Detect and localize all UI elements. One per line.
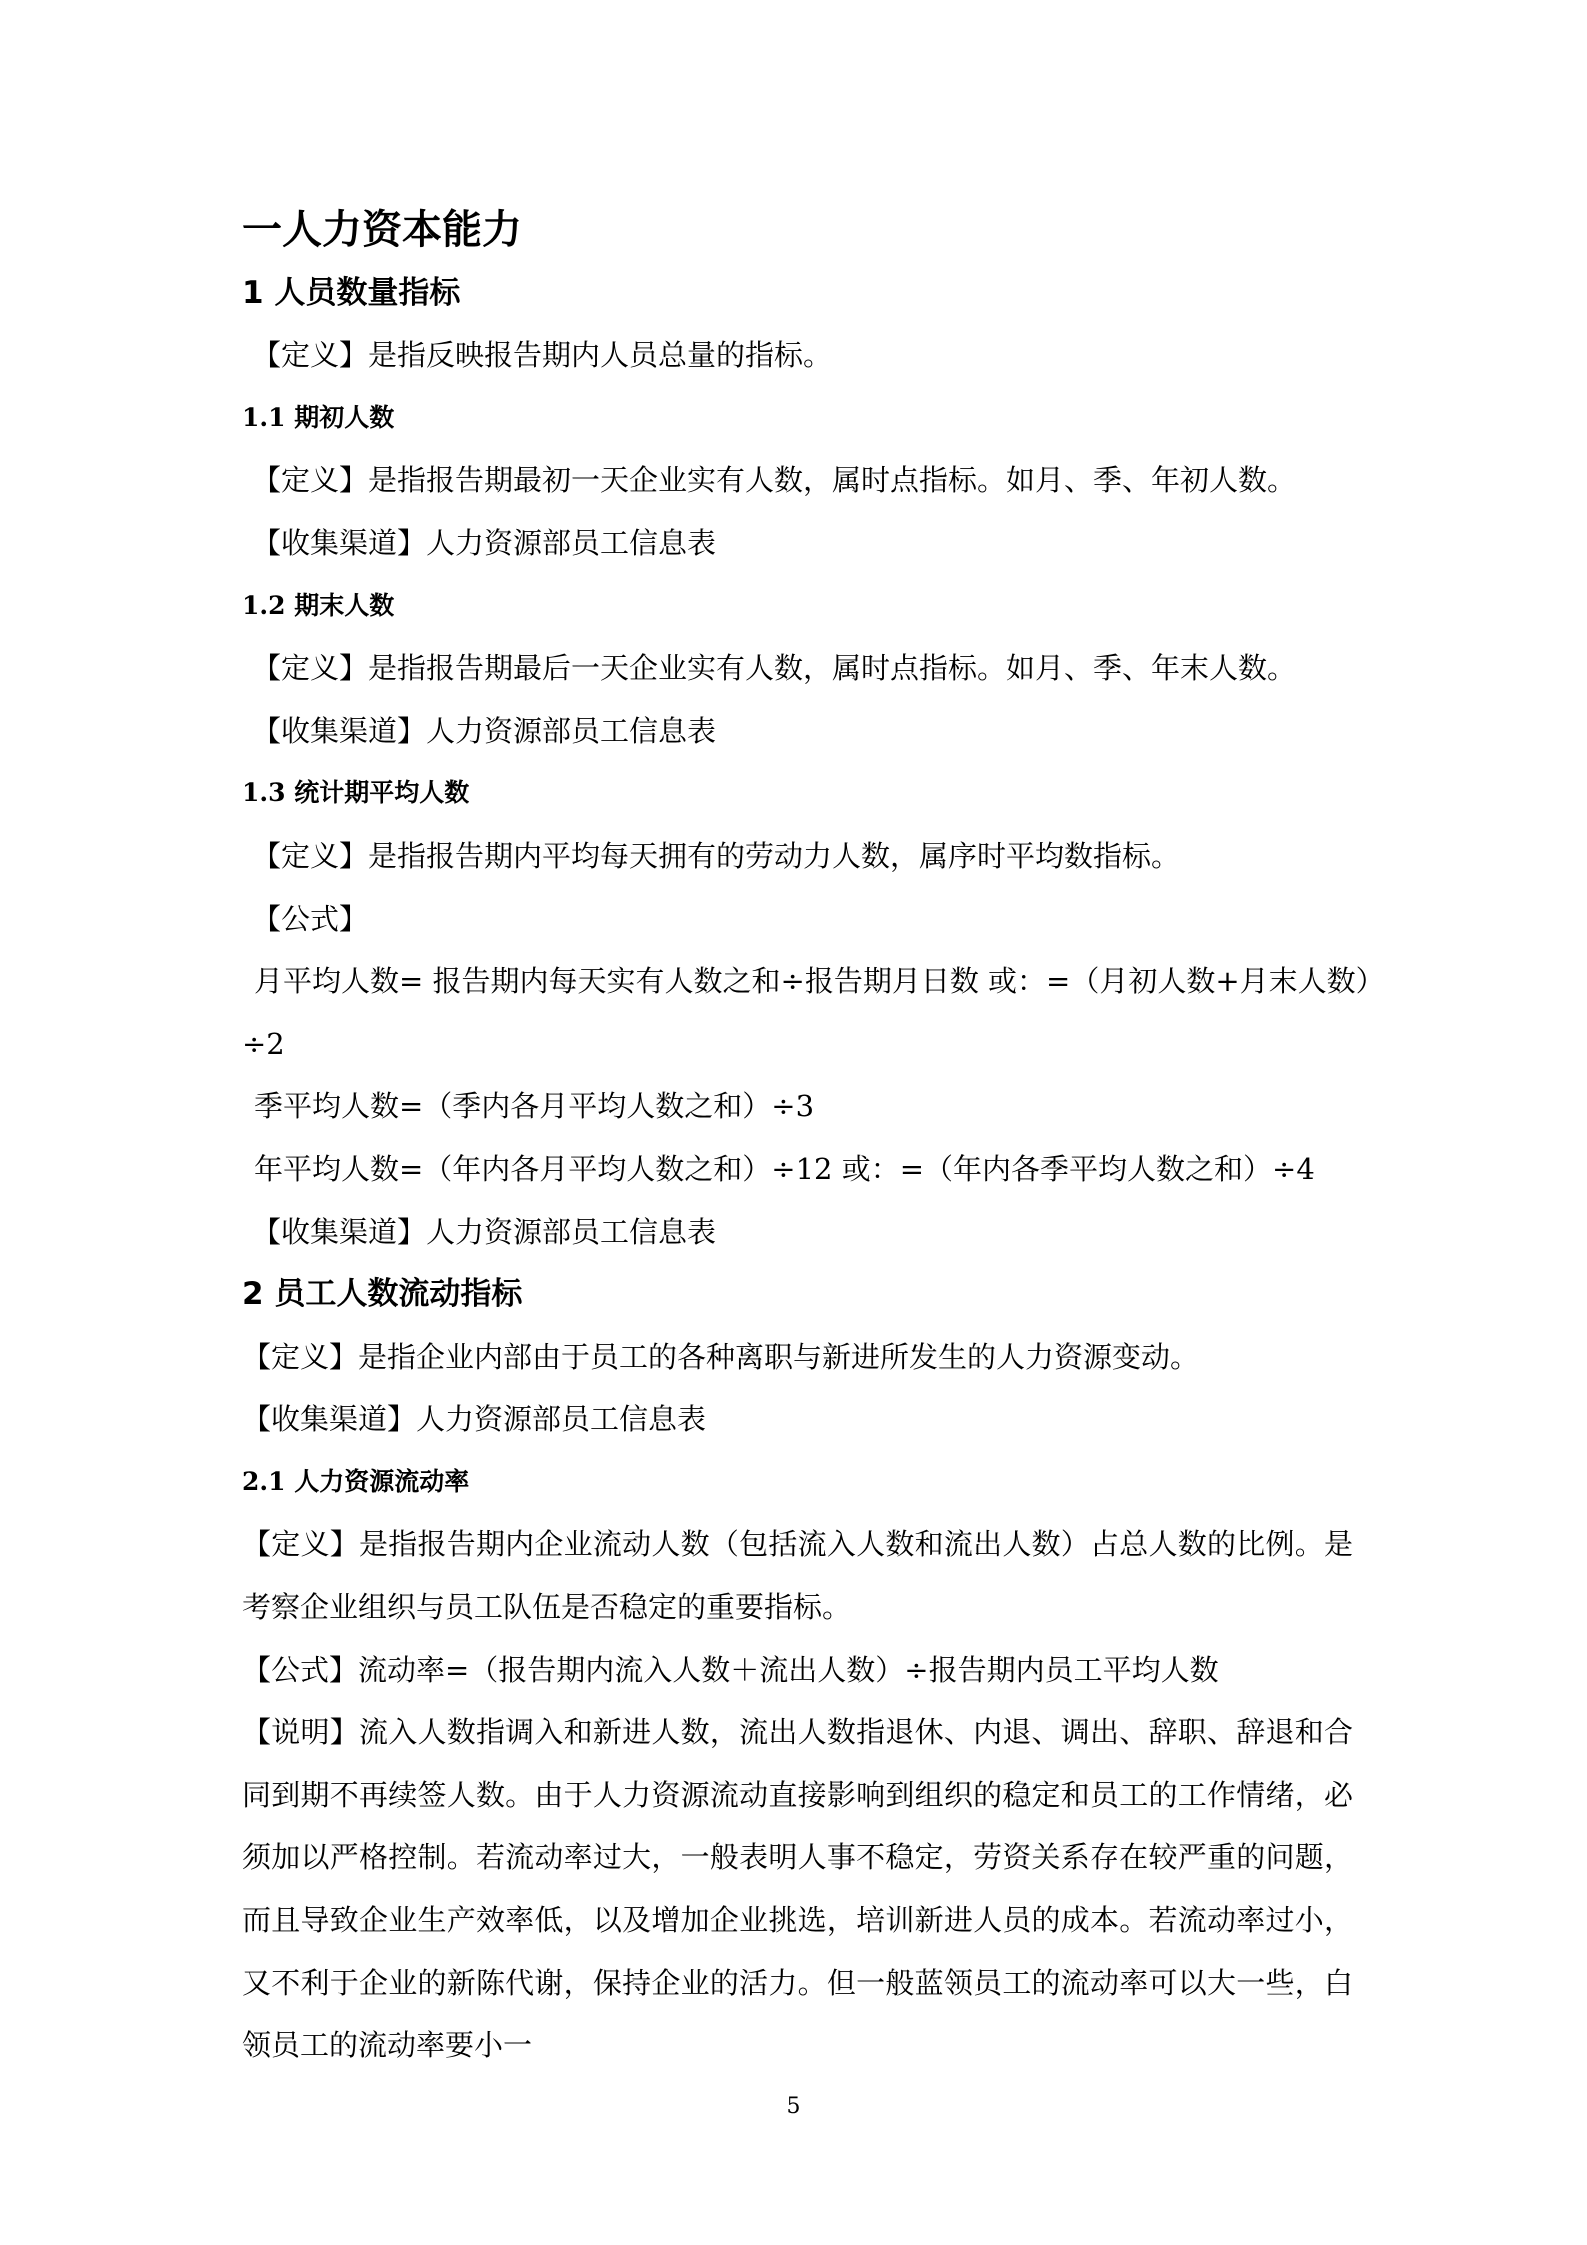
definition: 【定义】是指报告期内企业流动人数（包括流入人数和流出人数）占总人数的比例。是考察企业组织与员工队伍是否稳定的重要指标。: [242, 1527, 1353, 1625]
subsection-heading-1-1: 1.1 期初人数: [242, 402, 395, 432]
formula-quarterly: 季平均人数=（季内各月平均人数之和）÷3: [254, 1089, 815, 1124]
subsection-heading-1-3: 1.3 统计期平均人数: [242, 778, 470, 808]
formula-monthly: 月平均人数= 报告期内每天实有人数之和÷报告期月日数 或：=（月初人数+月末人数）: [254, 964, 1385, 999]
definition: 【定义】是指报告期最后一天企业实有人数，属时点指标。如月、季、年末人数。: [252, 651, 1297, 686]
formula-yearly: 年平均人数=（年内各月平均人数之和）÷12 或：=（年内各季平均人数之和）÷4: [254, 1151, 1315, 1186]
formula-label: 【公式】: [252, 901, 369, 936]
formula-monthly-cont: ÷2: [242, 1026, 285, 1061]
page-number: 5: [786, 2094, 801, 2119]
collection-channel: 【收集渠道】人力资源部员工信息表: [242, 1402, 707, 1437]
subsection-heading-2-1: 2.1 人力资源流动率: [242, 1466, 470, 1496]
collection-channel: 【收集渠道】人力资源部员工信息表: [252, 713, 717, 748]
subsection-heading-1-2: 1.2 期末人数: [242, 590, 395, 620]
definition: 【定义】是指反映报告期内人员总量的指标。: [252, 338, 833, 373]
definition: 【定义】是指报告期内平均每天拥有的劳动力人数，属序时平均数指标。: [252, 838, 1181, 873]
definition: 【定义】是指企业内部由于员工的各种离职与新进所发生的人力资源变动。: [242, 1339, 1200, 1374]
definition: 【定义】是指报告期最初一天企业实有人数，属时点指标。如月、季、年初人数。: [252, 463, 1297, 498]
document-page: [242, 199, 1385, 2077]
collection-channel: 【收集渠道】人力资源部员工信息表: [252, 1214, 717, 1249]
formula: 【公式】流动率=（报告期内流入人数＋流出人数）÷报告期内员工平均人数: [242, 1652, 1219, 1687]
collection-channel: 【收集渠道】人力资源部员工信息表: [252, 525, 717, 560]
section-heading-2: 2 员工人数流动指标: [242, 1276, 523, 1313]
chapter-title: 一人力资本能力: [242, 207, 522, 253]
section-heading-1: 1 人员数量指标: [242, 274, 461, 311]
note: 【说明】流入人数指调入和新进人数，流出人数指退休、内退、调出、辞职、辞退和合同到期不再续签人数。由于人力资源流动直接影响到组织的稳定和员工的工作情绪，必须加以严格控制。若流动率过大，一般表明人事不稳定，劳资关系存在较严重的问题，而且导致企业生产效率低，以及增加企业挑选，培训新进人员的成本。若流动率过小，又不利于企业的新陈代谢，保持企业的活力。但一般蓝领员工的流动率可以大一些，白领员工的流动率要小一: [242, 1715, 1353, 2063]
